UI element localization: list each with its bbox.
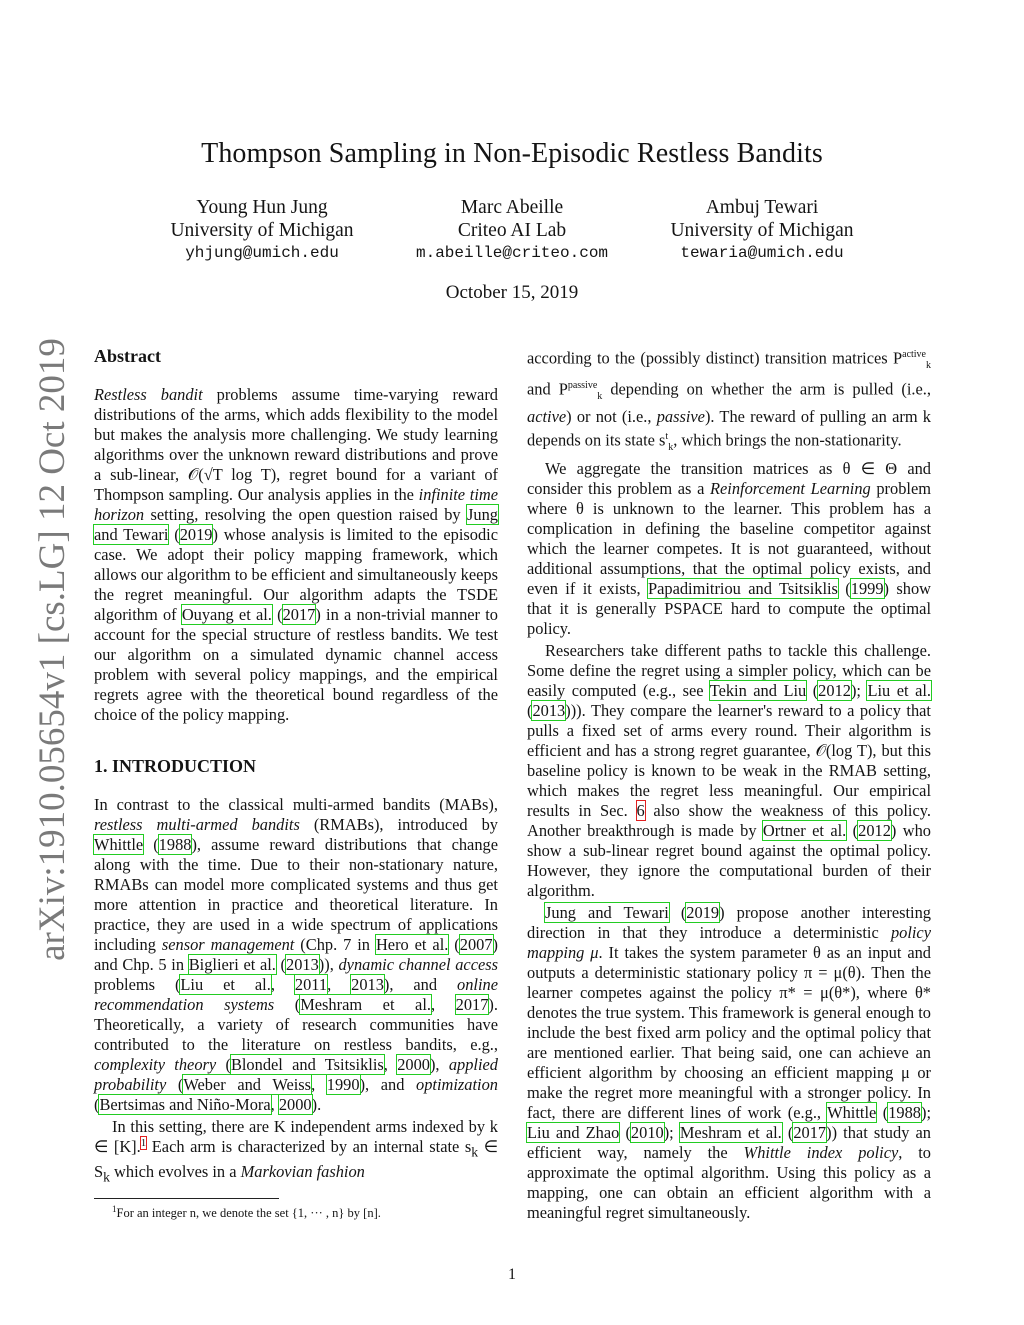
- citation-link[interactable]: Meshram et al.: [300, 995, 431, 1014]
- citation-year-link[interactable]: 1988: [888, 1103, 921, 1123]
- citation-link[interactable]: Papadimitriou and Tsitsiklis: [647, 579, 838, 599]
- author-email[interactable]: tewaria@umich.edu: [680, 244, 844, 262]
- page-number: 1: [508, 1266, 516, 1283]
- citation-year-link[interactable]: 2010: [630, 1123, 664, 1143]
- footnote-divider: [94, 1198, 279, 1199]
- citation-link[interactable]: Blondel and Tsitsiklis: [230, 1055, 384, 1074]
- author-affiliation: Criteo AI Lab: [457, 220, 567, 241]
- author-name: Young Hun Jung: [196, 197, 328, 218]
- arxiv-identifier-stamp: [22, 337, 82, 961]
- author-email[interactable]: yhjung@umich.edu: [185, 244, 339, 262]
- author-affiliation: University of Michigan: [670, 220, 854, 241]
- arxiv-id-text: arXiv:1910.05654v1 [cs.LG] 12 Oct 2019: [31, 337, 73, 961]
- citation-link[interactable]: Whittle: [827, 1103, 877, 1123]
- citation-link[interactable]: Whittle: [94, 835, 144, 854]
- right-paragraph-3: Researchers take different paths to tackle this challenge. Some define the regret using a simpler policy, which can be easily computed (e.g., see Tekin and Liu (2012); Liu et al. (2013))). They compare the learner's reward to a policy that pulls a fixed set of arms every round. Their algorithm is efficient and has a strong regret guarantee, 𝒪(log T), but this baseline policy is known to be weak in the RMAB setting, which makes the regret less meaningful. Our empirical results in Sec. 6 also show the weakness of this policy. Another breakthrough is made by Ortner et al. (2012) who show a sub-linear regret bound against the optimal policy. However, they ignore the computational burden of their algorithm.: [527, 641, 932, 901]
- citation-link[interactable]: Weber and Weiss: [183, 1075, 312, 1094]
- citation-link[interactable]: Jung and Tewari: [94, 505, 498, 544]
- citation-year-link[interactable]: 2013: [286, 955, 319, 974]
- citation-link[interactable]: Bertsimas and Niño-Mora: [99, 1095, 271, 1114]
- author-3: [632, 196, 892, 265]
- citation-year-link[interactable]: 2007: [459, 935, 493, 954]
- intro-paragraph-1: In contrast to the classical multi-armed bandits (MABs), restless multi-armed bandits (RMABs), introduced by Whittle (1988), assume reward distributions that change along with the time. Due to their non-stationary nature, RMABs can model more complicated systems and thus get more attention in practice and theoretical literature. In practice, they are used in a wide spectrum of applications including sensor management (Chp. 7 in Hero et al. (2007) and Chp. 5 in Biglieri et al. (2013)), dynamic channel access problems (Liu et al., 2011, 2013), and online recommendation systems (Meshram et al., 2017). Theoretically, a variety of research communities have contributed to the literature on restless bandits, e.g., complexity theory (Blondel and Tsitsiklis, 2000), applied probability (Weber and Weiss, 1990), and optimization (Bertsimas and Niño-Mora, 2000).: [94, 795, 499, 1114]
- citation-year-link[interactable]: 2013: [532, 701, 566, 721]
- abstract-heading: Abstract: [94, 346, 161, 366]
- citation-year-link[interactable]: 2000: [278, 1095, 312, 1114]
- citation-year-link[interactable]: 2017: [282, 605, 316, 624]
- right-paragraph-1: according to the (possibly distinct) transition matrices $P^{active}_k$ and $P^{passive}_k$ depending on whether the arm is pulled (i.e., active) or not (i.e., passive). The reward of pulling an arm k depends on its state $s^t_k$, which brings the non-stationarity.: [527, 348, 932, 453]
- citation-year-link[interactable]: 2017: [455, 995, 489, 1014]
- author-email[interactable]: m.abeille@criteo.com: [415, 244, 609, 262]
- citation-link[interactable]: Liu and Zhao: [527, 1123, 620, 1143]
- citation-link[interactable]: Jung and Tewari: [545, 903, 669, 923]
- right-paragraph-4: Jung and Tewari (2019) propose another interesting direction in that they introduce a deterministic policy mapping μ. It takes the system parameter θ as an input and outputs a deterministic stationary policy π = μ(θ). Then the learner competes against the policy π* = μ(θ*), where θ* denotes the true system. This framework is general enough to include the best fixed arm policy and the optimal policy that are mentioned earlier. That being said, one can achieve an efficient algorithm by choosing an efficient mapping μ or make the regret more meaningful with a stronger policy. In fact, there are different lines of work (e.g., Whittle (1988); Liu and Zhao (2010); Meshram et al. (2017)) that study an efficient way, namely the Whittle index policy, to approximate the optimal algorithm. Using this policy as a mapping, one can obtain an efficient algorithm with a meaningful regret simultaneously.: [527, 903, 932, 1223]
- citation-link[interactable]: Biglieri et al.: [188, 955, 276, 974]
- citation-link[interactable]: Liu et al.: [867, 681, 931, 701]
- citation-year-link[interactable]: 2012: [818, 681, 851, 701]
- citation-link[interactable]: Ouyang et al.: [181, 605, 272, 624]
- footnote: $^1$For an integer n, we denote the set {1, ··· , n} by [n].: [112, 1203, 381, 1220]
- citation-link[interactable]: Tekin and Liu: [709, 681, 807, 701]
- citation-year-link[interactable]: 2019: [686, 903, 720, 923]
- citation-year-link[interactable]: 2011: [294, 975, 328, 994]
- author-1: [132, 196, 392, 265]
- author-name: Ambuj Tewari: [705, 197, 819, 218]
- intro-paragraph-2: In this setting, there are K independent arms indexed by k ∈ [K].$^1$ Each arm is characterized by an internal state $s_k$ ∈ $S_k$ which evolves in a Markovian fashion: [94, 1117, 498, 1185]
- citation-year-link[interactable]: 2019: [179, 525, 213, 544]
- citation-link[interactable]: Meshram et al.: [679, 1123, 782, 1143]
- author-2: [382, 196, 642, 265]
- citation-year-link[interactable]: 2017: [793, 1123, 827, 1143]
- section-reference-link[interactable]: 6: [636, 801, 645, 821]
- citation-year-link[interactable]: 2012: [858, 821, 891, 841]
- citation-year-link[interactable]: 1990: [326, 1075, 360, 1094]
- footnote-marker[interactable]: 1: [140, 1136, 147, 1149]
- citation-year-link[interactable]: 1999: [850, 579, 884, 599]
- author-name: Marc Abeille: [460, 197, 564, 218]
- citation-year-link[interactable]: 1988: [158, 835, 192, 854]
- publication-date: October 15, 2019: [445, 282, 579, 303]
- right-paragraph-2: We aggregate the transition matrices as θ ∈ Θ and consider this problem as a Reinforcement Learning problem where θ is unknown to the learner. This problem has a complication in defining the baseline competitor against which the learner competes. It is not guaranteed, without additional assumptions, that the optimal policy exists, and even if it exists, Papadimitriou and Tsitsiklis (1999) show that it is generally PSPACE hard to compute the optimal policy.: [527, 459, 931, 639]
- paper-title: Thompson Sampling in Non-Episodic Restless Bandits: [201, 138, 823, 169]
- right-column: [527, 345, 931, 1223]
- section-heading-introduction: 1. INTRODUCTION: [94, 756, 257, 776]
- citation-year-link[interactable]: 2013: [351, 975, 384, 994]
- author-affiliation: University of Michigan: [170, 220, 354, 241]
- citation-year-link[interactable]: 2000: [397, 1055, 430, 1074]
- citation-link[interactable]: Liu et al.: [180, 975, 271, 994]
- abstract-paragraph: Restless bandit problems assume time-varying reward distributions of the arms, which adds flexibility to the model but makes the analysis more challenging. We study learning algorithms over the unknown reward distributions and prove a sub-linear, 𝒪(√T log T), regret bound for a variant of Thompson sampling. Our analysis applies in the infinite time horizon setting, resolving the open question raised by Jung and Tewari (2019) whose analysis is limited to the episodic case. We adopt their policy mapping framework, which allows our algorithm to be efficient and simultaneously keeps the regret meaningful. Our algorithm adapts the TSDE algorithm of Ouyang et al. (2017) in a non-trivial manner to account for the special structure of restless bandits. We test our algorithm on a simulated dynamic channel access problem with several policy mappings, and the empirical regrets agree with the theoretical bound regardless of the choice of the policy mapping.: [94, 385, 498, 724]
- left-column: [94, 345, 498, 1221]
- citation-link[interactable]: Hero et al.: [375, 935, 449, 954]
- citation-link[interactable]: Ortner et al.: [762, 821, 847, 841]
